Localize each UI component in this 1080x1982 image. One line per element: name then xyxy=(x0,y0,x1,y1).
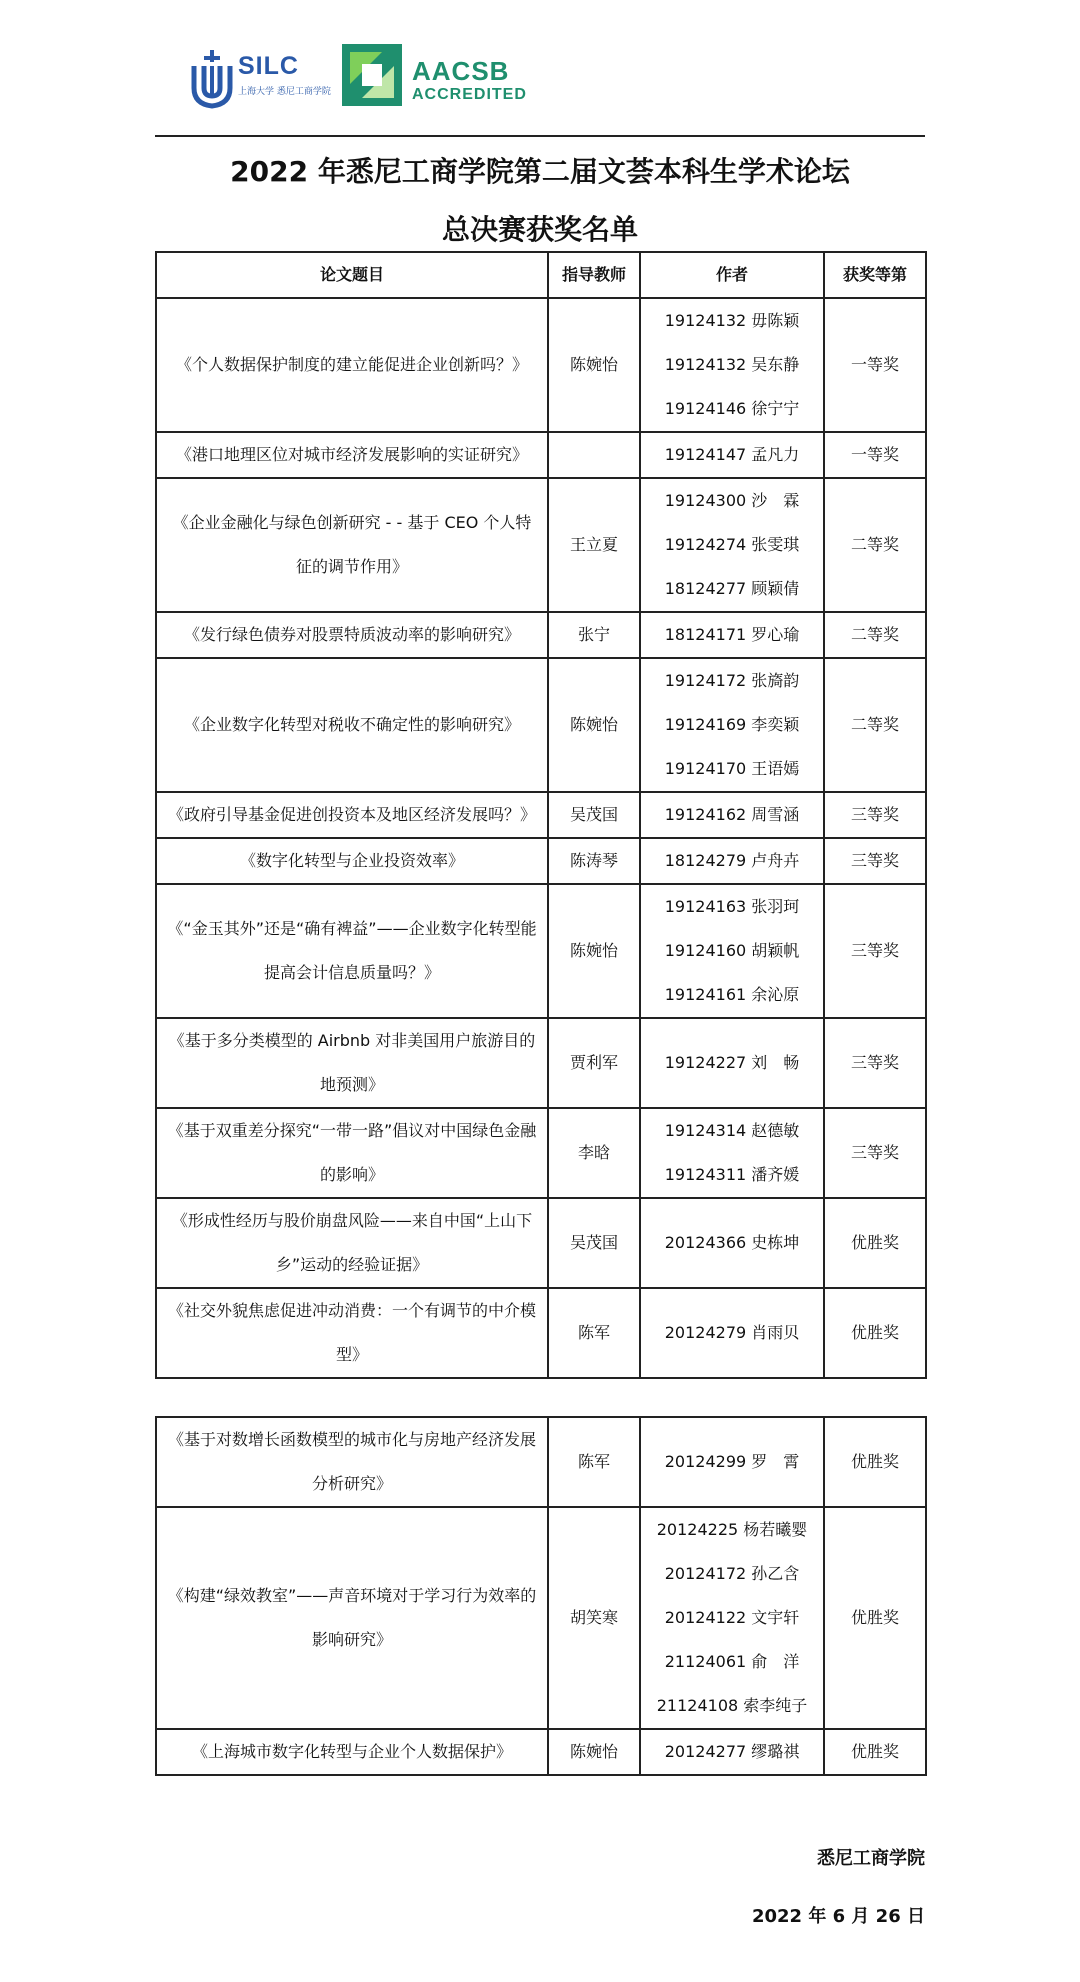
table-row xyxy=(156,478,926,612)
cell-award: 优胜奖 xyxy=(824,1729,926,1775)
cell-advisor: 陈婉怡 xyxy=(548,298,640,432)
cell-advisor: 胡笑寒 xyxy=(548,1507,640,1729)
author-entry: 19124311 潘齐媛 xyxy=(664,1165,800,1184)
cell-authors xyxy=(640,1729,824,1775)
cell-topic: 《形成性经历与股价崩盘风险——来自中国“上山下乡”运动的经验证据》 xyxy=(156,1198,548,1288)
cell-advisor: 陈婉怡 xyxy=(548,658,640,792)
table-row xyxy=(156,1507,926,1729)
author-entry: 19124170 王语嫣 xyxy=(664,759,800,778)
cell-advisor: 陈军 xyxy=(548,1417,640,1507)
signature-date: 2022 年 6 月 26 日 xyxy=(751,1906,925,1927)
author-entry: 19124227 刘 畅 xyxy=(664,1053,800,1072)
author-entry: 20124366 史栋坤 xyxy=(664,1233,800,1252)
author-entry: 19124314 赵德敏 xyxy=(664,1121,800,1140)
author-entry: 19124163 张羽珂 xyxy=(664,897,800,916)
cell-award: 三等奖 xyxy=(824,792,926,838)
awards-table-continued xyxy=(155,1416,927,1776)
cell-award: 优胜奖 xyxy=(824,1288,926,1378)
cell-authors xyxy=(640,1417,824,1507)
table-row xyxy=(156,792,926,838)
author-entry: 19124132 毋陈颖 xyxy=(664,311,800,330)
author-entry: 21124108 索李纯子 xyxy=(656,1696,808,1715)
cell-authors xyxy=(640,432,824,478)
page-subtitle: 总决赛获奖名单 xyxy=(441,213,638,246)
table-row xyxy=(156,1417,926,1507)
author-entry: 18124171 罗心瑜 xyxy=(664,625,800,644)
header-author: 作者 xyxy=(640,252,824,298)
cell-authors xyxy=(640,792,824,838)
cell-authors xyxy=(640,298,824,432)
cell-authors xyxy=(640,1507,824,1729)
cell-award: 三等奖 xyxy=(824,884,926,1018)
cell-advisor: 贾利军 xyxy=(548,1018,640,1108)
table-header-row xyxy=(156,252,926,298)
table-row xyxy=(156,612,926,658)
cell-advisor: 陈婉怡 xyxy=(548,1729,640,1775)
table-row xyxy=(156,1198,926,1288)
cell-advisor: 陈婉怡 xyxy=(548,884,640,1018)
aacsb-subtitle: ACCREDITED xyxy=(412,86,527,103)
author-entry: 19124172 张旖韵 xyxy=(664,671,800,690)
cell-topic: 《上海城市数字化转型与企业个人数据保护》 xyxy=(156,1729,548,1775)
cell-topic: 《企业金融化与绿色创新研究 - - 基于 CEO 个人特征的调节作用》 xyxy=(156,478,548,612)
header-topic: 论文题目 xyxy=(156,252,548,298)
author-entry: 19124161 余沁原 xyxy=(664,985,800,1004)
cell-topic: 《企业数字化转型对税收不确定性的影响研究》 xyxy=(156,658,548,792)
cell-advisor: 张宁 xyxy=(548,612,640,658)
signature-org: 悉尼工商学院 xyxy=(817,1848,925,1869)
cell-authors xyxy=(640,658,824,792)
cell-authors xyxy=(640,884,824,1018)
aacsb-logo xyxy=(342,44,532,112)
author-entry: 19124162 周雪涵 xyxy=(664,805,800,824)
table-row xyxy=(156,1288,926,1378)
cell-topic: 《社交外貌焦虑促进冲动消费：一个有调节的中介模型》 xyxy=(156,1288,548,1378)
header-divider xyxy=(155,135,925,137)
cell-topic: 《基于多分类模型的 Airbnb 对非美国用户旅游目的地预测》 xyxy=(156,1018,548,1108)
aacsb-emblem-icon xyxy=(342,44,402,106)
table-row xyxy=(156,658,926,792)
author-entry: 20124279 肖雨贝 xyxy=(664,1323,800,1342)
cell-topic: 《数字化转型与企业投资效率》 xyxy=(156,838,548,884)
author-entry: 20124172 孙乙含 xyxy=(664,1564,800,1583)
cell-award: 三等奖 xyxy=(824,1018,926,1108)
cell-topic: 《个人数据保护制度的建立能促进企业创新吗？》 xyxy=(156,298,548,432)
silc-logo xyxy=(190,46,331,112)
cell-award: 优胜奖 xyxy=(824,1417,926,1507)
author-entry: 20124225 杨若曦婴 xyxy=(656,1520,808,1539)
cell-award: 三等奖 xyxy=(824,838,926,884)
author-entry: 19124274 张雯琪 xyxy=(664,535,800,554)
cell-topic: 《“金玉其外”还是“确有裨益”——企业数字化转型能提高会计信息质量吗？》 xyxy=(156,884,548,1018)
awards-table xyxy=(155,251,927,1379)
cell-authors xyxy=(640,1198,824,1288)
author-entry: 19124160 胡颖帆 xyxy=(664,941,800,960)
author-entry: 19124146 徐宁宁 xyxy=(664,399,800,418)
silc-text: SILC xyxy=(238,52,299,80)
author-entry: 19124169 李奕颖 xyxy=(664,715,800,734)
cell-topic: 《基于对数增长函数模型的城市化与房地产经济发展分析研究》 xyxy=(156,1417,548,1507)
header-award: 获奖等第 xyxy=(824,252,926,298)
cell-advisor: 吴茂国 xyxy=(548,792,640,838)
page-header xyxy=(155,40,925,135)
cell-authors xyxy=(640,1108,824,1198)
cell-award: 三等奖 xyxy=(824,1108,926,1198)
cell-topic: 《港口地理区位对城市经济发展影响的实证研究》 xyxy=(156,432,548,478)
table-row xyxy=(156,838,926,884)
cell-advisor: 吴茂国 xyxy=(548,1198,640,1288)
table-row xyxy=(156,298,926,432)
table-row xyxy=(156,432,926,478)
author-entry: 19124147 孟凡力 xyxy=(664,445,800,464)
cell-award: 优胜奖 xyxy=(824,1198,926,1288)
page-title: 2022 年悉尼工商学院第二届文荟本科生学术论坛 xyxy=(230,155,850,188)
cell-authors xyxy=(640,612,824,658)
author-entry: 21124061 俞 洋 xyxy=(664,1652,800,1671)
aacsb-text: AACSB xyxy=(412,56,510,86)
cell-advisor: 陈军 xyxy=(548,1288,640,1378)
header-advisor: 指导教师 xyxy=(548,252,640,298)
silc-subtitle: 上海大学 悉尼工商学院 xyxy=(238,87,331,97)
cell-advisor: 王立夏 xyxy=(548,478,640,612)
author-entry: 19124300 沙 霖 xyxy=(664,491,800,510)
cell-award: 二等奖 xyxy=(824,658,926,792)
author-entry: 18124279 卢舟卉 xyxy=(664,851,800,870)
table-row xyxy=(156,884,926,1018)
author-entry: 19124132 吴东静 xyxy=(664,355,800,374)
author-entry: 20124299 罗 霄 xyxy=(664,1452,800,1471)
cell-authors xyxy=(640,1288,824,1378)
cell-advisor xyxy=(548,432,640,478)
cell-award: 二等奖 xyxy=(824,612,926,658)
cell-topic: 《构建“绿效教室”——声音环境对于学习行为效率的影响研究》 xyxy=(156,1507,548,1729)
table-row xyxy=(156,1108,926,1198)
cell-award: 二等奖 xyxy=(824,478,926,612)
cell-award: 一等奖 xyxy=(824,432,926,478)
table-row xyxy=(156,1018,926,1108)
cell-authors xyxy=(640,1018,824,1108)
author-entry: 20124122 文宇轩 xyxy=(664,1608,800,1627)
cell-authors xyxy=(640,478,824,612)
cell-award: 优胜奖 xyxy=(824,1507,926,1729)
cell-advisor: 李晗 xyxy=(548,1108,640,1198)
table-row xyxy=(156,1729,926,1775)
cell-advisor: 陈涛琴 xyxy=(548,838,640,884)
author-entry: 20124277 缪璐祺 xyxy=(664,1742,800,1761)
cell-award: 一等奖 xyxy=(824,298,926,432)
cell-topic: 《政府引导基金促进创投资本及地区经济发展吗？》 xyxy=(156,792,548,838)
silc-emblem-icon xyxy=(190,48,234,110)
cell-topic: 《发行绿色债券对股票特质波动率的影响研究》 xyxy=(156,612,548,658)
cell-topic: 《基于双重差分探究“一带一路”倡议对中国绿色金融的影响》 xyxy=(156,1108,548,1198)
cell-authors xyxy=(640,838,824,884)
author-entry: 18124277 顾颖倩 xyxy=(664,579,800,598)
